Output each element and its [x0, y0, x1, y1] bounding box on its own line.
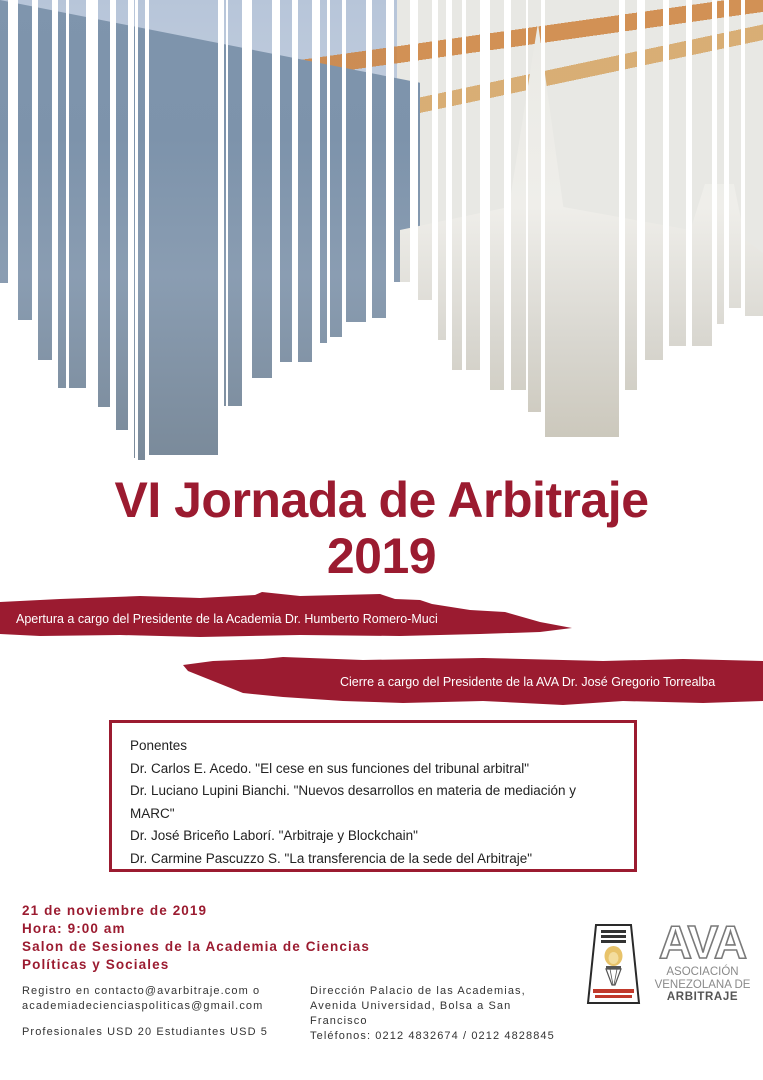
ava-name-line: VENEZOLANA DE — [654, 978, 751, 991]
registration-line: Registro en contacto@avarbitraje.com o — [22, 985, 261, 997]
event-venue: Políticas y Sociales — [22, 957, 170, 972]
title-line-1: VI Jornada de Arbitraje — [114, 472, 649, 528]
address-line: Francisco — [310, 1015, 368, 1027]
phones: Teléfonos: 0212 4832674 / 0212 4828845 — [310, 1030, 555, 1042]
registration-info — [22, 984, 268, 1040]
title-year: 2019 — [326, 528, 437, 584]
speaker-line: MARC" — [130, 805, 175, 821]
closing-text: Cierre a cargo del Presidente de la AVA Dr. José Gregorio Torrealba — [340, 675, 716, 689]
academia-logo — [586, 923, 641, 1005]
address-line: Avenida Universidad, Bolsa a San — [310, 1000, 512, 1012]
ava-name-line: ASOCIACIÓN — [666, 966, 739, 978]
ava-name-line: ARBITRAJE — [666, 991, 739, 1003]
address-line: Dirección Palacio de las Academias, — [310, 985, 526, 997]
speakers-box — [109, 720, 637, 872]
closing-banner — [183, 655, 763, 707]
event-date: 21 de noviembre de 2019 — [22, 903, 208, 918]
speaker-line: Dr. Carmine Pascuzzo S. "La transferencia de la sede del Arbitraje" — [130, 850, 533, 866]
photo-strip-collage — [0, 0, 763, 460]
opening-text: Apertura a cargo del Presidente de la Academia Dr. Humberto Romero-Muci — [16, 612, 438, 626]
ava-letters: AVA — [658, 916, 747, 968]
event-venue: Salon de Sesiones de la Academia de Ciencias — [22, 939, 371, 954]
registration-email: academiadecienciaspoliticas@gmail.com — [22, 1000, 264, 1012]
speaker-line: Dr. Carlos E. Acedo. "El cese en sus funciones del tribunal arbitral" — [130, 760, 530, 776]
address-info — [310, 984, 555, 1044]
speaker-line: Dr. José Briceño Laborí. "Arbitraje y Blockchain" — [130, 828, 418, 843]
fees: Profesionales USD 20 Estudiantes USD 5 — [22, 1026, 269, 1038]
event-details — [22, 902, 370, 974]
speaker-line: Dr. Luciano Lupini Bianchi. "Nuevos desarrollos en materia de mediación y — [130, 783, 577, 798]
poster-title — [0, 472, 763, 584]
ava-logo — [650, 918, 755, 1013]
event-time: Hora: 9:00 am — [22, 921, 126, 936]
strip-mask — [0, 0, 763, 460]
opening-banner — [0, 590, 575, 642]
speakers-heading: Ponentes — [130, 738, 188, 753]
torch-emblem-icon — [586, 923, 641, 1005]
